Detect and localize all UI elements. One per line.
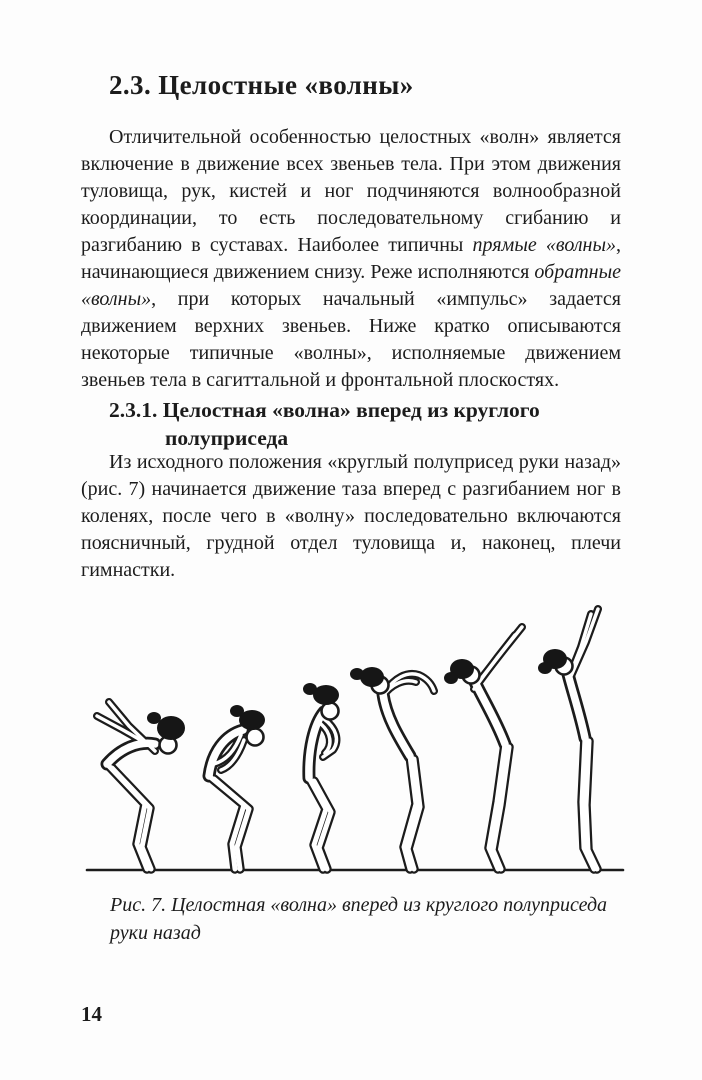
gymnast-pose-2 [209,705,265,869]
gymnast-pose-3 [303,683,339,869]
gymnast-ponytail [444,672,458,684]
gymnast-head [247,729,264,746]
figure-caption: Рис. 7. Целостная «волна» вперед из круглого полуприседа руки назад [110,894,608,944]
page-number: 14 [81,1002,102,1026]
subsection-heading: 2.3.1. Целостная «волна» вперед из круглого полуприседа [109,398,540,450]
gymnast-pose-4 [350,667,434,869]
gymnast-pose-6 [538,609,598,869]
section-heading: 2.3. Целостные «волны» [109,70,414,100]
gymnast-hair [157,716,185,740]
gymnast-ponytail [230,705,244,717]
subsection-paragraph: Из исходного положения «круглый полуприсед руки назад» (рис. 7) начинается движение таза вперед с разгибанием ног в коленях, после чего в «волну» последовательно включаются поясничный, грудной отдел туловища и, наконец, плечи гимнастки. [81,451,621,581]
gymnast-hair [360,667,384,687]
gymnast-body-fill [568,609,598,869]
figure-7 [85,598,645,880]
gymnast-ponytail [147,712,161,724]
intro-paragraph: Отличительной особенностью целостных «волн» является включение в движение всех звеньев тела. При этом движения туловища, рук, кистей и ног подчиняются волнообразной координации, то есть последовательному сгибанию и разгибанию в суставах. Наиболее типичны прямые «волны», начинающиеся движением снизу. Реже исполняются обратные «волны», при которых начальный «импульс» задается движением верхних звеньев. Ниже кратко описываются некоторые типичные «волны», исполняемые движением звеньев тела в сагиттальной и фронтальной плоскостях. [81,126,622,391]
gymnast-ponytail [303,683,317,695]
gymnast-pose-5 [444,627,522,869]
gymnast-pose-1 [97,702,185,869]
gymnast-ponytail [538,662,552,674]
gymnast-head [322,703,339,720]
gymnast-sequence-illustration [85,598,645,880]
gymnast-ponytail [350,668,364,680]
